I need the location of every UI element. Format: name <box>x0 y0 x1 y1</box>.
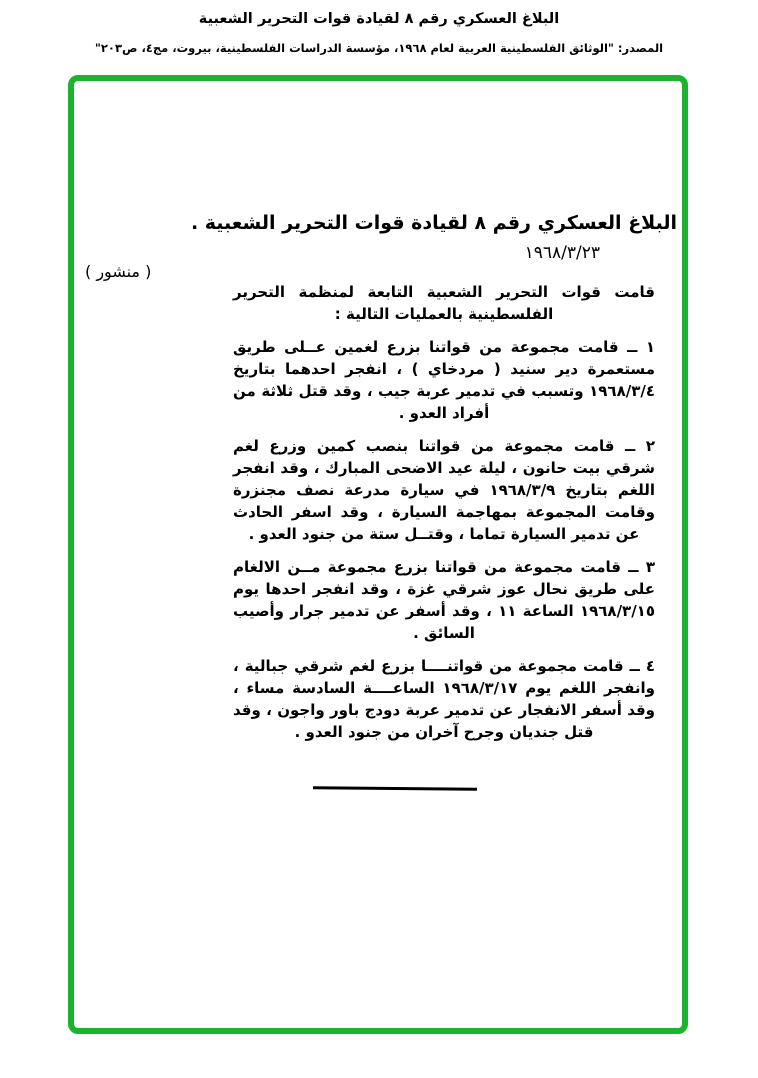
intro-paragraph: قامت قوات التحرير الشعبية التابعة لمنظمة التحرير الفلسطينية بالعمليات التالية : <box>233 283 655 323</box>
communique-date: ١٩٦٨/٣/٢٣ <box>524 243 600 263</box>
operation-item-4: ٤ ــ قامت مجموعة من قواتنــــا بزرع لغم شرقي جبالية ، وانفجر اللغم يوم ١٩٦٨/٣/١٧ الساعــــة السادسة مساء ، وقد أسفر الانفجار عن تدمير عربة دودج باور واجون ، وقد قتل جنديان وجرح آخران من جنود العدو . <box>233 657 656 741</box>
document-scan <box>74 81 682 1028</box>
operation-item-3: ٣ ــ قامت مجموعة من قواتنا بزرع مجموعة مــن الالغام على طريق نحال عوز شرقي غزة ، وقد انفجر احدها يوم ١٩٦٨/٣/١٥ الساعة ١١ ، وقد أسفر عن تدمير جرار وأصيب السائق . <box>233 558 655 642</box>
operation-item-2: ٢ ــ قامت مجموعة من قواتنا بنصب كمين وزرع لغم شرقي بيت حانون ، ليلة عيد الاضحى المبارك ، وقد انفجر اللغم بتاريخ ١٩٦٨/٣/٩ في سيارة مدرعة نصف مجنزرة وقامت المجموعة بمهاجمة السيارة ، وقد اسفر الحادث عن تدمير السيارة تماما ، وقتــل ستة من جنود العدو . <box>233 437 655 543</box>
separator-line <box>313 786 477 790</box>
published-note: ( منشور ) <box>85 262 152 281</box>
page-header-source: المصدر: "الوثائق الفلسطينية العربية لعام ١٩٦٨، مؤسسة الدراسات الفلسطينية، بيروت، مج٤، ص٢٠٣" <box>94 41 664 55</box>
operation-item-1: ١ ــ قامت مجموعة من قواتنا بزرع لغمين عــلى طريق مستعمرة دير سنيد ( مردخاي ) ، انفجر احدهما بتاريخ ١٩٦٨/٣/٤ وتسبب في تدمير عربة جيب ، وقد قتل ثلاثة من أفراد العدو . <box>233 338 655 422</box>
page-header-title: البلاغ العسكري رقم ٨ لقيادة قوات التحرير الشعبية <box>198 11 560 27</box>
document-frame <box>68 75 688 1034</box>
communique-body <box>233 281 655 790</box>
communique-title: البلاغ العسكري رقم ٨ لقيادة قوات التحرير الشعبية . <box>190 212 677 234</box>
document-main <box>74 81 682 790</box>
